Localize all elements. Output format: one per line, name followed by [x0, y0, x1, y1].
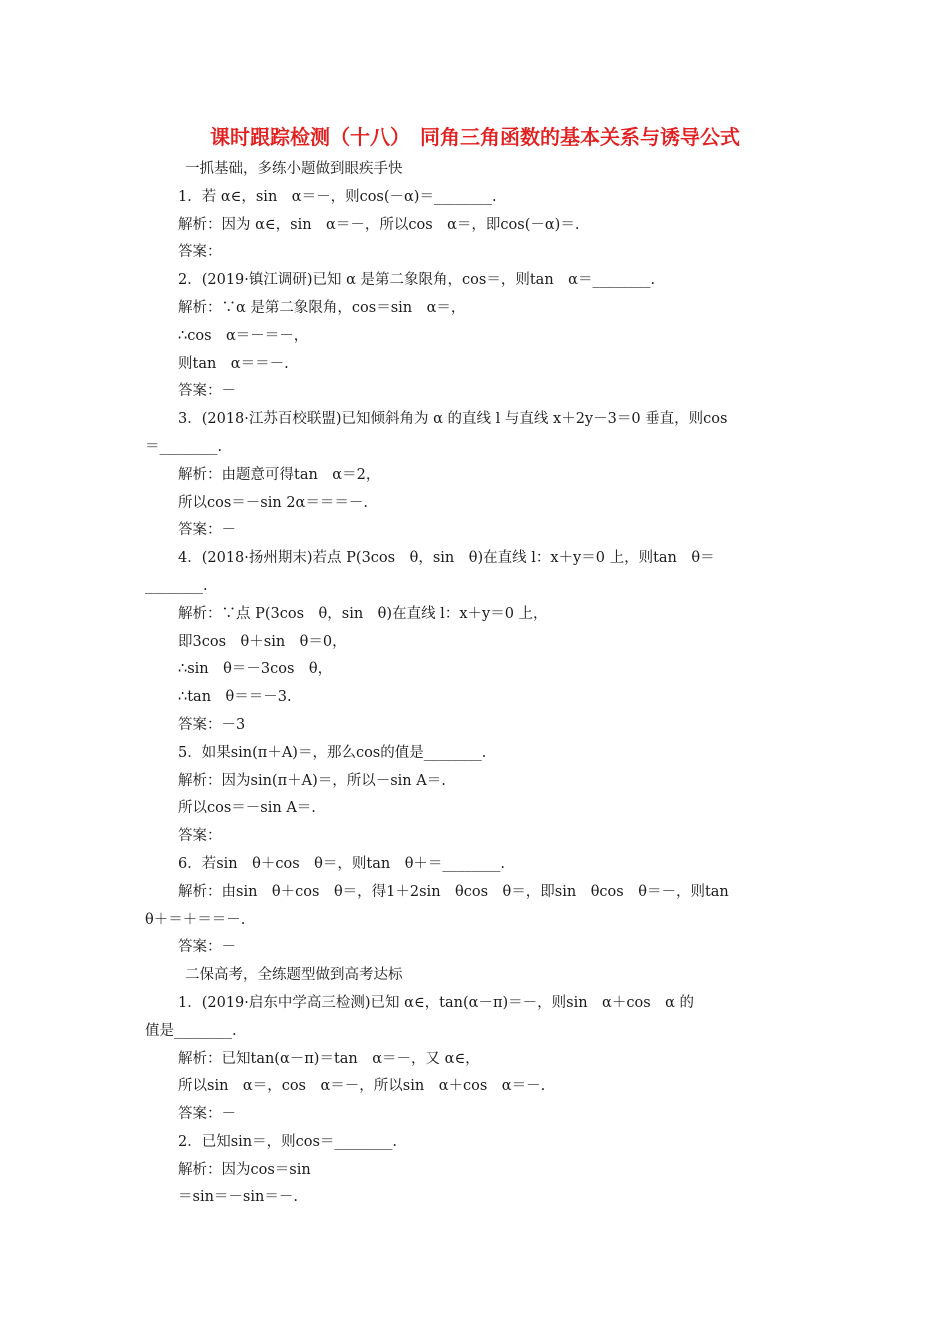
text-line: 答案：－ [178, 939, 236, 956]
text-line: 1．(2019·启东中学高三检测)已知 α∈，tan(α－π)＝－，则sin α＋cos α 的 [178, 994, 695, 1011]
text-line: 解析：因为 α∈，sin α＝－，所以cos α＝，即cos(－α)＝. [178, 216, 580, 233]
text-line: 解析：因为cos＝sin [178, 1161, 311, 1178]
section-heading: 一抓基础，多练小题做到眼疾手快 [185, 161, 403, 177]
text-line: 答案：－3 [178, 716, 246, 733]
text-line: 值是________. [145, 1022, 237, 1039]
text-line: 答案： [178, 244, 222, 261]
text-line: 解析：由sin θ＋cos θ＝，得1＋2sin θcos θ＝，即sin θcos θ＝－，则tan [178, 883, 729, 900]
text-line: ＝________. [145, 438, 223, 455]
text-line: 所以sin α＝，cos α＝－，所以sin α＋cos α＝－. [178, 1078, 546, 1095]
text-line: 解析：由题意可得tan α＝2， [178, 466, 381, 483]
text-line: ∴sin θ＝－3cos θ， [178, 661, 333, 678]
text-line: 所以cos＝－sin 2α＝＝＝－. [178, 494, 368, 511]
text-line: 4．(2018·扬州期末)若点 P(3cos θ，sin θ)在直线 l：x＋y＝0 上，则tan θ＝ [178, 550, 715, 567]
text-line: ∴cos α＝－＝－， [178, 327, 309, 344]
text-line: 解析：∵α 是第二象限角，cos＝sin α＝， [178, 299, 466, 316]
text-line: 答案：－ [178, 522, 236, 539]
text-line: 3．(2018·江苏百校联盟)已知倾斜角为 α 的直线 l 与直线 x＋2y－3＝0 垂直，则cos [178, 411, 728, 428]
text-line: 6．若sin θ＋cos θ＝，则tan θ＋＝________. [178, 855, 506, 872]
text-line: 所以cos＝－sin A＝. [178, 800, 316, 817]
text-line: ＝sin＝－sin＝－. [178, 1189, 298, 1206]
text-line: 2．已知sin＝，则cos＝________. [178, 1133, 398, 1150]
text-line: 1．若 α∈，sin α＝－，则cos(－α)＝________. [178, 188, 497, 205]
text-line: ________. [145, 577, 208, 594]
text-line: θ＋＝＋＝＝－. [145, 911, 246, 928]
text-line: 解析：已知tan(α－π)＝tan α＝－，又 α∈， [178, 1050, 480, 1067]
text-line: ∴tan θ＝＝－3. [178, 689, 292, 706]
document-body [145, 156, 813, 1212]
text-line: 5．如果sin(π＋A)＝，那么cos的值是________. [178, 744, 487, 761]
text-line: 2．(2019·镇江调研)已知 α 是第二象限角，cos＝，则tan α＝________. [178, 272, 656, 289]
page-title: 课时跟踪检测（十八） 同角三角函数的基本关系与诱导公式 [210, 125, 740, 149]
section-heading: 二保高考，全练题型做到高考达标 [185, 967, 403, 984]
text-line: 答案：－ [178, 1106, 236, 1123]
text-line: 解析：∵点 P(3cos θ，sin θ)在直线 l：x＋y＝0 上， [178, 605, 548, 622]
text-line: 即3cos θ＋sin θ＝0， [178, 633, 347, 650]
text-line: 则tan α＝＝－. [178, 355, 289, 372]
text-line: 解析：因为sin(π＋A)＝，所以－sin A＝. [178, 772, 446, 789]
text-line: 答案： [178, 828, 222, 845]
text-line: 答案：－ [178, 383, 236, 400]
